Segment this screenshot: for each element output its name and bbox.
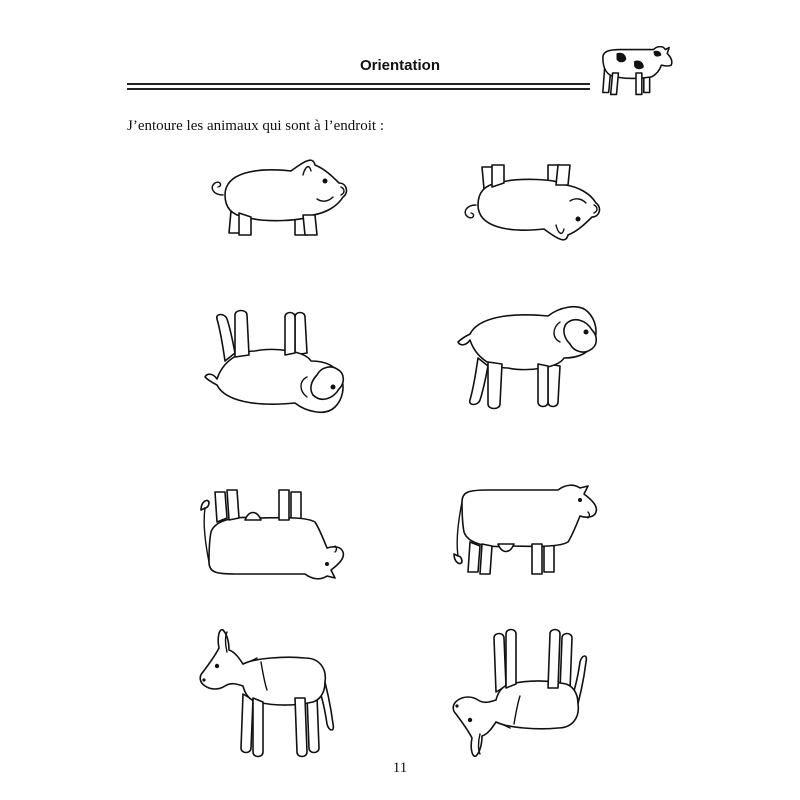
sheep-upright-icon[interactable] — [448, 302, 608, 417]
cow-upside-down-icon[interactable] — [195, 482, 355, 582]
pig-upside-down-icon[interactable] — [448, 155, 608, 245]
page-number: 11 — [392, 760, 408, 776]
page-title: Orientation — [359, 57, 440, 74]
cow-icon — [597, 46, 675, 98]
pig-upright-icon[interactable] — [195, 155, 355, 245]
header-rule-top — [127, 83, 590, 85]
cow-upright-icon[interactable] — [448, 482, 608, 582]
header-rule-bottom — [127, 88, 590, 90]
instruction-text: J’entoure les animaux qui sont à l’endroit : — [127, 118, 385, 134]
sheep-upside-down-icon[interactable] — [195, 302, 355, 417]
donkey-upside-down-icon[interactable] — [448, 628, 608, 758]
donkey-upright-icon[interactable] — [195, 628, 355, 758]
